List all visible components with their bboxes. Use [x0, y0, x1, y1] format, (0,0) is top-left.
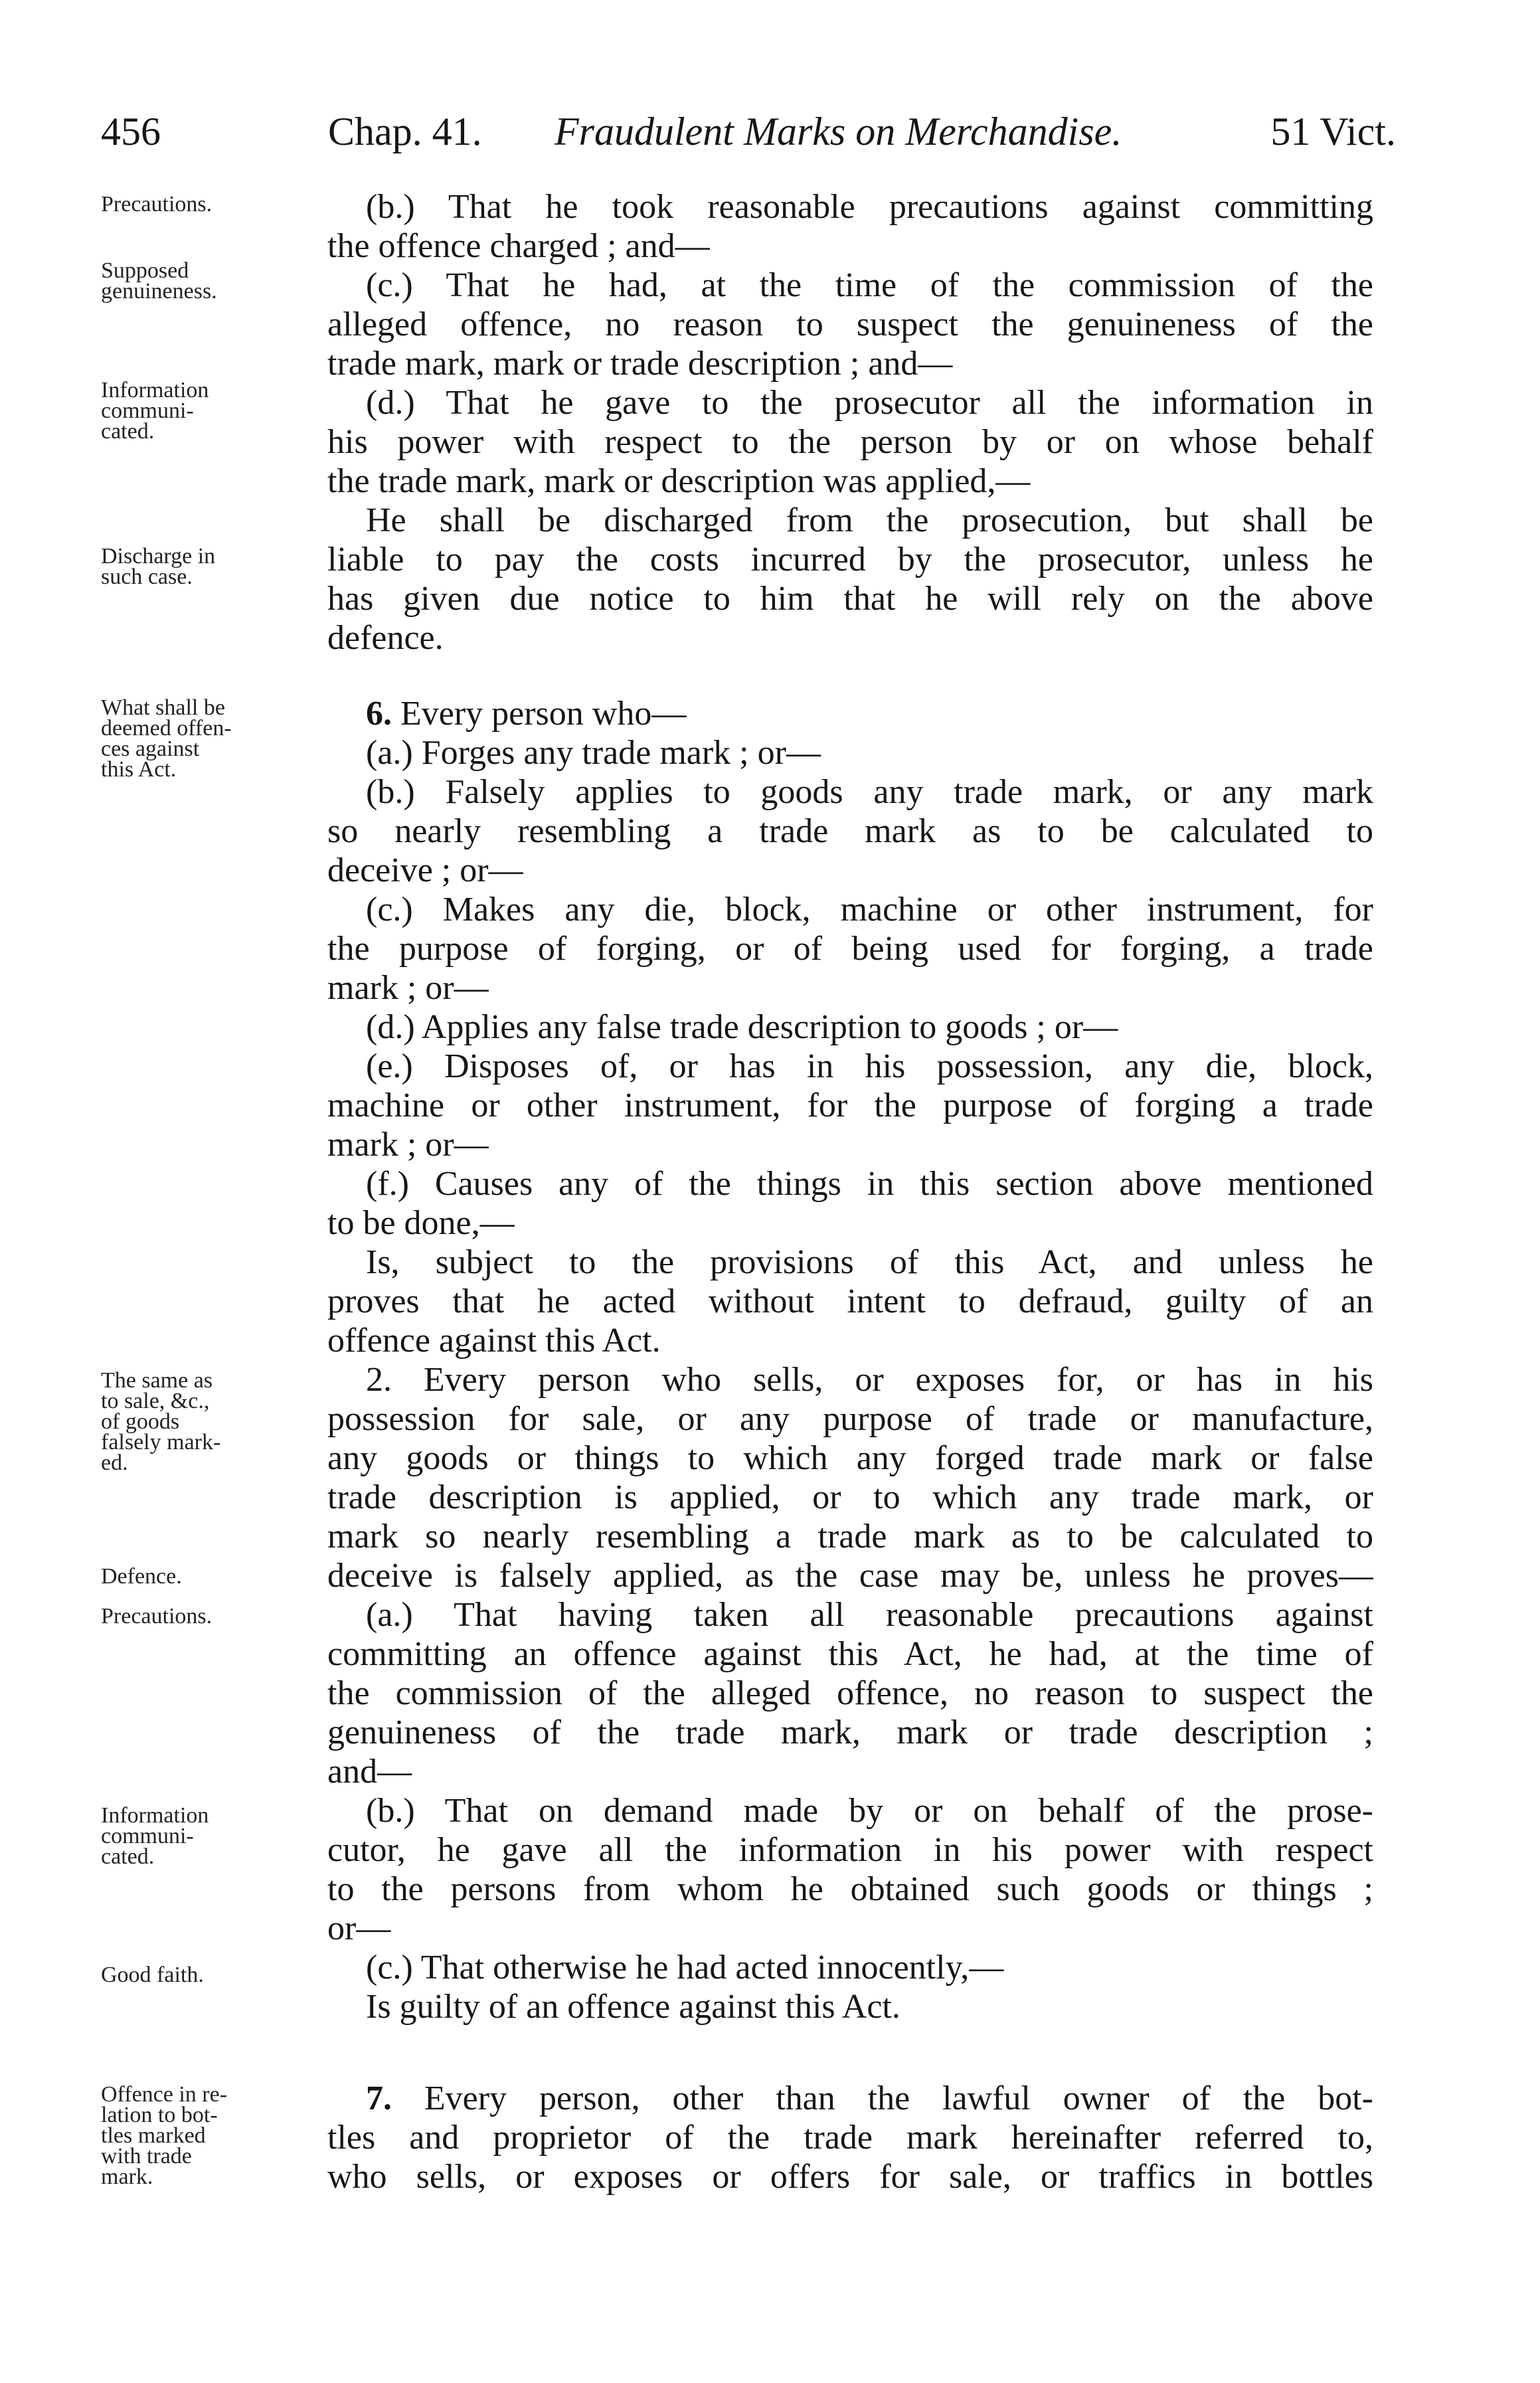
text-line: to be done,—	[327, 1204, 515, 1242]
text-line: Is, subject to the provisions of this Act, and unless he	[366, 1243, 1373, 1281]
text-line: (b.) That on demand made by or on behalf of the prose-	[366, 1792, 1373, 1830]
text-line: any goods or things to which any forged trade mark or false	[327, 1439, 1373, 1477]
text-line: committing an offence against this Act, he had, at the time of	[327, 1635, 1373, 1673]
margin-note-defence: Defence.	[101, 1564, 182, 1589]
margin-note-offence-bottles: Offence in re- lation to bot- tles marked with trade mark.	[101, 2082, 228, 2189]
text-line: his power with respect to the person by or on whose behalf	[327, 423, 1373, 461]
section-number-7: 7.	[366, 2079, 392, 2117]
text-line: has given due notice to him that he will rely on the above	[327, 580, 1373, 618]
text-line: the offence charged ; and—	[327, 227, 710, 265]
text-line: genuineness of the trade mark, mark or trade description ;	[327, 1714, 1373, 1751]
text-line: (f.) Causes any of the things in this section above mentioned	[366, 1165, 1373, 1203]
text-line: He shall be discharged from the prosecution, but shall be	[366, 501, 1373, 539]
margin-note-precautions-2: Precautions.	[101, 1604, 213, 1629]
text-line: deceive ; or—	[327, 851, 523, 889]
margin-note-discharge: Discharge in such case.	[101, 544, 216, 589]
text-line: trade mark, mark or trade description ; and—	[327, 345, 953, 383]
text-line: tles and proprietor of the trade mark hereinafter referred to,	[327, 2119, 1373, 2157]
margin-note-supposed-genuineness: Supposed genuineness.	[101, 258, 217, 304]
margin-note-same-as-sale: The same as to sale, &c., of goods falsely mark- ed.	[101, 1368, 221, 1475]
text-line: cutor, he gave all the information in his power with respect	[327, 1831, 1373, 1869]
text-line: (c.) Makes any die, block, machine or other instrument, for	[366, 891, 1373, 928]
text-line: (a.) That having taken all reasonable precautions against	[366, 1596, 1373, 1634]
text-line: possession for sale, or any purpose of trade or manufacture,	[327, 1400, 1373, 1438]
text-line: (e.) Disposes of, or has in his possession, any die, block,	[366, 1047, 1373, 1085]
section-number-6: 6.	[366, 695, 392, 733]
margin-note-offences: What shall be deemed offen- ces against this Act.	[101, 695, 232, 782]
body-block-section-6	[327, 694, 1373, 2026]
text-line: so nearly resembling a trade mark as to be calculated to	[327, 812, 1373, 850]
text-line: deceive is falsely applied, as the case may be, unless he proves—	[327, 1557, 1373, 1595]
text-line: mark ; or—	[327, 969, 489, 1007]
text-line: alleged offence, no reason to suspect the genuineness of the	[327, 306, 1373, 343]
text-line: to the persons from whom he obtained such goods or things ;	[327, 1870, 1373, 1908]
margin-note-precautions: Precautions.	[101, 192, 213, 217]
margin-note-information-2: Information communi- cated.	[101, 1803, 209, 1869]
text-line: or—	[327, 1909, 391, 1947]
regnal-year: 51 Vict.	[1270, 110, 1396, 153]
text-line: machine or other instrument, for the purpose of forging a trade	[327, 1087, 1373, 1124]
body-block-defence-continued	[327, 187, 1373, 658]
text-line: (a.) Forges any trade mark ; or—	[366, 734, 821, 772]
text-line: mark ; or—	[327, 1126, 489, 1164]
text-line: (c.) That otherwise he had acted innocently,—	[366, 1949, 1004, 1986]
running-header	[101, 105, 1396, 158]
text-line: proves that he acted without intent to defraud, guilty of an	[327, 1282, 1373, 1320]
margin-note-information: Information communi- cated.	[101, 378, 209, 444]
text-line: (d.) That he gave to the prosecutor all the information in	[366, 384, 1373, 422]
page-number: 456	[101, 110, 161, 153]
text-line: the trade mark, mark or description was applied,—	[327, 462, 1031, 500]
text-line: defence.	[327, 619, 444, 657]
text-line: and—	[327, 1753, 412, 1791]
chapter-label: Chap. 41.	[328, 110, 482, 153]
section-6-heading-line: 6. Every person who—	[366, 695, 687, 733]
text-line: trade description is applied, or to which any trade mark, or	[327, 1478, 1373, 1516]
act-title: Fraudulent Marks on Merchandise.	[555, 110, 1122, 153]
body-block-section-7	[327, 2079, 1373, 2196]
text-line: Is guilty of an offence against this Act.	[366, 1988, 900, 2026]
text-line: (b.) Falsely applies to goods any trade mark, or any mark	[366, 773, 1373, 811]
text-line: the purpose of forging, or of being used for forging, a trade	[327, 930, 1373, 968]
subsection-2-line: 2. Every person who sells, or exposes for, or has in his	[366, 1361, 1373, 1399]
subsection-number-2: 2.	[366, 1361, 392, 1399]
text-line: (c.) That he had, at the time of the commission of the	[366, 266, 1373, 304]
margin-note-good-faith: Good faith.	[101, 1963, 204, 1987]
text-line: liable to pay the costs incurred by the prosecutor, unless he	[327, 541, 1373, 578]
section-7-heading-line: 7. Every person, other than the lawful owner of the bot-	[366, 2079, 1373, 2117]
text-line: the commission of the alleged offence, no reason to suspect the	[327, 1674, 1373, 1712]
text-line: mark so nearly resembling a trade mark as to be calculated to	[327, 1518, 1373, 1555]
text-line: offence against this Act.	[327, 1322, 661, 1360]
text-line: who sells, or exposes or offers for sale, or traffics in bottles	[327, 2158, 1373, 2196]
text-line: (d.) Applies any false trade description to goods ; or—	[366, 1008, 1118, 1046]
text-line: (b.) That he took reasonable precautions against committing	[366, 188, 1373, 226]
